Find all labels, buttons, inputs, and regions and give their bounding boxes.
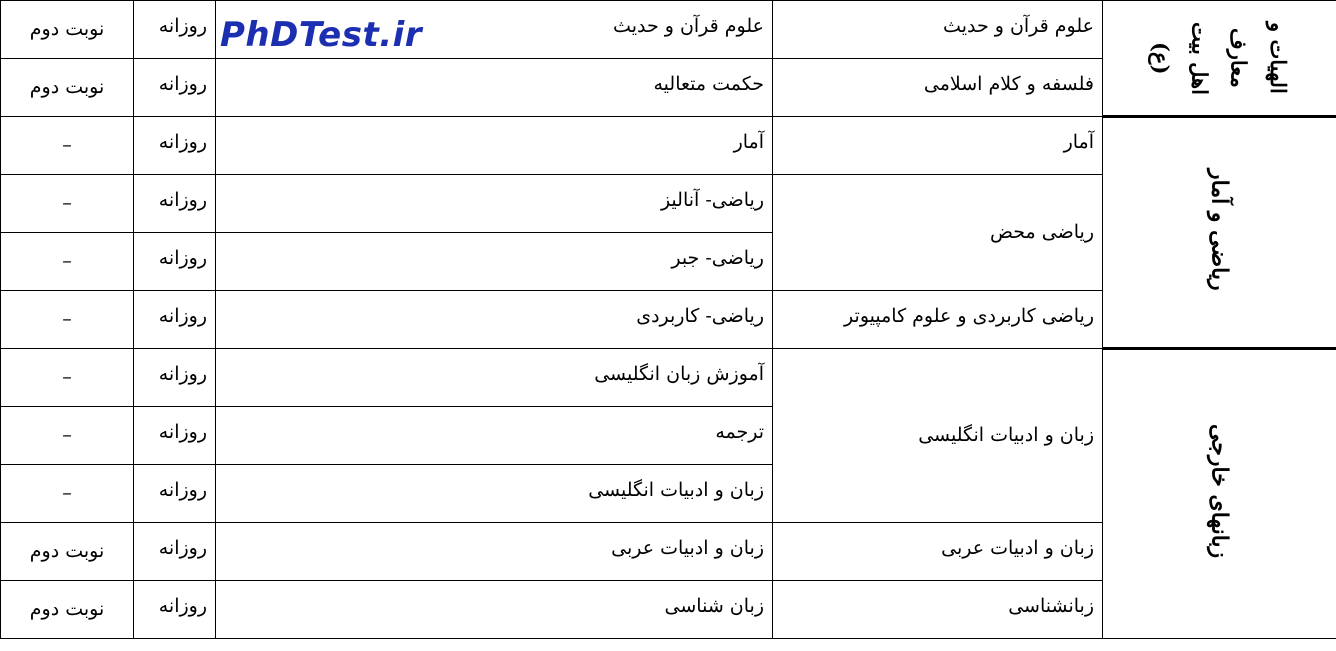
shift-cell: نوبت دوم <box>1 581 134 639</box>
subfield-cell: آموزش زبان انگلیسی <box>216 349 773 407</box>
daily-cell: روزانه <box>134 291 216 349</box>
table-row <box>1 1 1336 59</box>
subfield-cell: حکمت متعالیه <box>216 59 773 117</box>
daily-cell: روزانه <box>134 465 216 523</box>
daily-cell: روزانه <box>134 117 216 175</box>
group-label-line: الهیات و <box>1265 22 1291 94</box>
shift-cell: نوبت دوم <box>1 523 134 581</box>
group-label: زبانهای خارجی <box>1206 424 1233 559</box>
field-cell: ریاضی کاربردی و علوم کامپیوتر <box>773 291 1103 349</box>
group-label-line: معارف <box>1226 28 1252 88</box>
shift-cell: – <box>1 117 134 175</box>
daily-cell: روزانه <box>134 233 216 291</box>
shift-cell: نوبت دوم <box>1 1 134 59</box>
subfield-cell: علوم قرآن و حدیث <box>216 1 773 59</box>
shift-cell: – <box>1 407 134 465</box>
shift-cell: – <box>1 175 134 233</box>
field-cell: ریاضی محض <box>773 175 1103 291</box>
subfield-cell: ریاضی- جبر <box>216 233 773 291</box>
subfield-cell: زبان و ادبیات عربی <box>216 523 773 581</box>
group-label-line: اهل بیت <box>1187 21 1213 95</box>
group-label: ریاضی و آمار <box>1206 168 1233 291</box>
field-cell: فلسفه و کلام اسلامی <box>773 59 1103 117</box>
field-cell: زبان و ادبیات عربی <box>773 523 1103 581</box>
daily-cell: روزانه <box>134 175 216 233</box>
subfield-cell: ترجمه <box>216 407 773 465</box>
subfield-cell: ریاضی- آنالیز <box>216 175 773 233</box>
group-label-line: (ع) <box>1148 41 1174 75</box>
daily-cell: روزانه <box>134 581 216 639</box>
shift-cell: – <box>1 465 134 523</box>
table-row <box>1 117 1336 175</box>
daily-cell: روزانه <box>134 349 216 407</box>
daily-cell: روزانه <box>134 523 216 581</box>
shift-cell: نوبت دوم <box>1 59 134 117</box>
group-languages <box>1103 349 1336 639</box>
subfield-cell: زبان و ادبیات انگلیسی <box>216 465 773 523</box>
shift-cell: – <box>1 291 134 349</box>
table-row <box>1 349 1336 407</box>
subfield-cell: ریاضی- کاربردی <box>216 291 773 349</box>
shift-cell: – <box>1 349 134 407</box>
field-cell: علوم قرآن و حدیث <box>773 1 1103 59</box>
daily-cell: روزانه <box>134 1 216 59</box>
subfield-cell: آمار <box>216 117 773 175</box>
group-math <box>1103 117 1336 349</box>
watermark-logo[interactable]: PhDTest.ir <box>220 15 423 55</box>
field-cell: آمار <box>773 117 1103 175</box>
daily-cell: روزانه <box>134 407 216 465</box>
field-cell: زبان و ادبیات انگلیسی <box>773 349 1103 523</box>
field-cell: زبانشناسی <box>773 581 1103 639</box>
group-theology <box>1103 1 1336 117</box>
daily-cell: روزانه <box>134 59 216 117</box>
shift-cell: – <box>1 233 134 291</box>
subfield-cell: زبان شناسی <box>216 581 773 639</box>
